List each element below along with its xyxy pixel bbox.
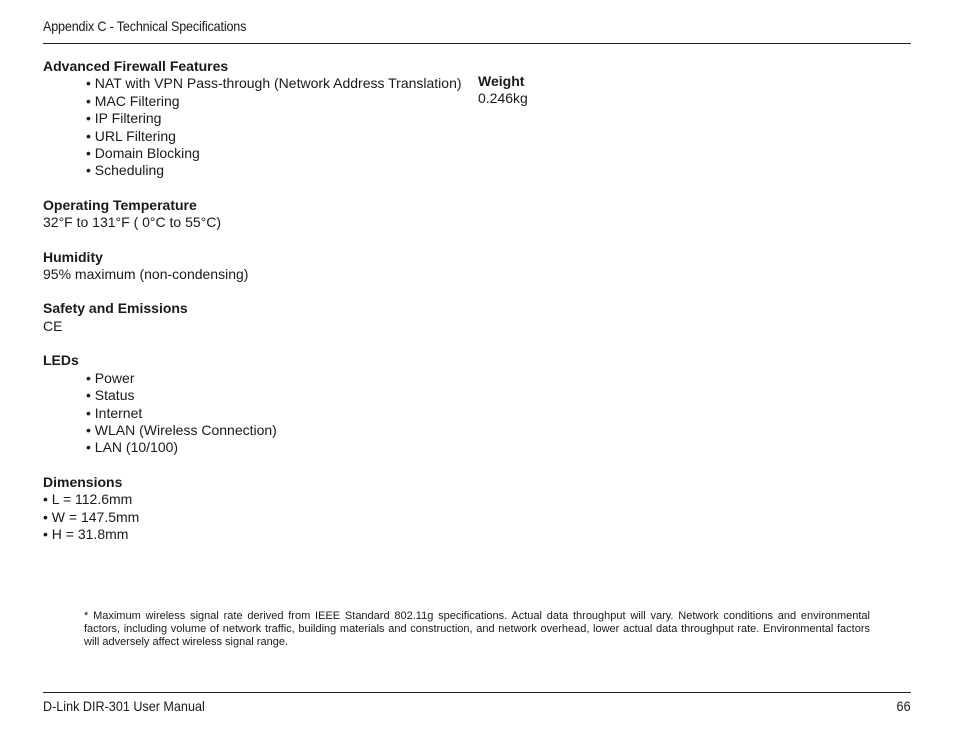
dimensions-heading: Dimensions — [43, 473, 123, 490]
list-item: • Domain Blocking — [86, 145, 473, 162]
dimensions-section — [43, 474, 473, 544]
humidity-value: 95% maximum (non-condensing) — [43, 266, 249, 283]
list-item: • LAN (10/100) — [86, 439, 473, 456]
safety-heading: Safety and Emissions — [43, 300, 188, 317]
footer-page-number: 66 — [896, 698, 911, 714]
list-item: • W = 147.5mm — [43, 509, 473, 526]
safety-value: CE — [43, 317, 63, 334]
list-item: • URL Filtering — [86, 128, 473, 145]
weight-value: 0.246kg — [478, 90, 528, 107]
list-item: • Internet — [86, 405, 473, 422]
specs-left-column — [43, 58, 473, 560]
humidity-heading: Humidity — [43, 248, 103, 265]
footnote-text: * Maximum wireless signal rate derived from IEEE Standard 802.11g specifications. Actual data throughput will vary. Network conditions and environmental factors, including volume of network traffic, building materials and construction, and network overhead, lower actual data throughput rate. Environmental factors will adversely affect wireless signal range. — [84, 610, 870, 648]
page-header-title: Appendix C - Technical Specifications — [43, 18, 247, 34]
temperature-heading: Operating Temperature — [43, 196, 197, 213]
firewall-heading: Advanced Firewall Features — [43, 58, 229, 74]
specs-right-column — [478, 73, 678, 108]
firewall-section — [43, 58, 473, 180]
firewall-list — [43, 75, 473, 179]
leds-heading: LEDs — [43, 352, 79, 369]
list-item: • IP Filtering — [86, 110, 473, 127]
list-item: • Power — [86, 370, 473, 387]
leds-list — [43, 370, 473, 457]
footer-divider — [43, 692, 911, 693]
list-item: • NAT with VPN Pass-through (Network Address Translation) — [86, 75, 473, 92]
temperature-section — [43, 197, 473, 232]
list-item: • Scheduling — [86, 162, 473, 179]
weight-heading: Weight — [478, 73, 525, 89]
footer-manual-title: D-Link DIR-301 User Manual — [43, 698, 205, 714]
safety-section — [43, 300, 473, 335]
leds-section — [43, 352, 473, 456]
humidity-section — [43, 249, 473, 284]
header-divider — [43, 43, 911, 44]
dimensions-list — [43, 491, 473, 543]
temperature-value: 32°F to 131°F ( 0°C to 55°C) — [43, 214, 222, 231]
list-item: • WLAN (Wireless Connection) — [86, 422, 473, 439]
list-item: • H = 31.8mm — [43, 526, 473, 543]
list-item: • Status — [86, 387, 473, 404]
list-item: • L = 112.6mm — [43, 491, 473, 508]
list-item: • MAC Filtering — [86, 93, 473, 110]
